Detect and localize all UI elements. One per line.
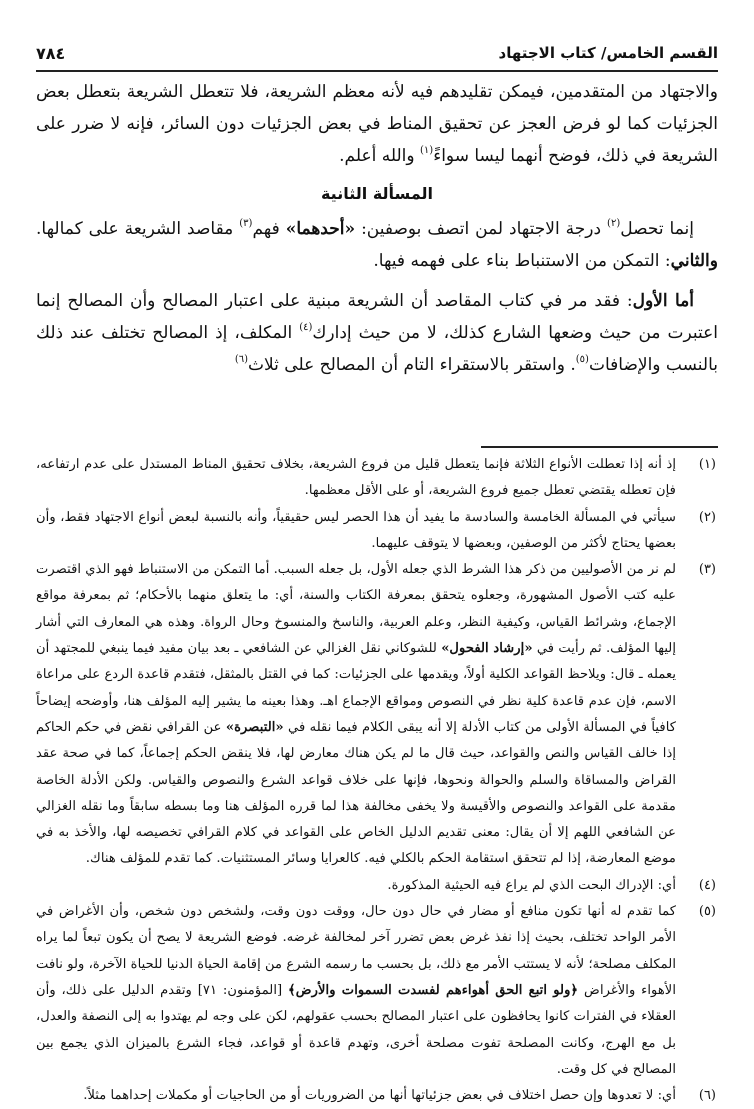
paragraph-text: مقاصد الشريعة على كمالها. [36,219,240,239]
footnote-5 [36,899,718,1083]
paragraph-text: فهم [252,219,286,239]
footnote-3 [36,557,718,873]
footnote-text-part: كما تقدم له أنها تكون منافع أو مضار في حال دون حال، ووقت دون وقت، ولشخص دون شخص، وأن الأغراض في الأمر الواحد تختلف، بحيث إذا نفذ غرض بعض تضرر آخر لمخالفة غرضه. فوضع الشريعة لا يصح أن يكون تبعاً لما يراه المكلف مصلحة؛ لأنه لا يستتب الأمر مع ذلك، بل بحسب ما رسمه الشرع من إقامة الحياة الدنيا للحياة الآخرة، ولو نافت الأهواء والأغراض [36,904,676,998]
footnote-2 [36,505,718,558]
paragraph-text: : فقد مر في كتاب المقاصد أن الشريعة مبنية على اعتبار المصالح وأن المصالح إنما اعتبرت من حيث وضعها الشارع كذلك، لا من حيث إدارك [36,291,718,343]
paragraph-text: . واستقر بالاستقراء التام أن المصالح على ثلاث [248,355,576,375]
footnote-4 [36,873,718,899]
book-page [36,0,718,1104]
paragraph-text: إنما تحصل [620,219,694,239]
quran-verse: ﴿ولو اتبع الحق أهواءهم لفسدت السموات والأرض﴾ [287,982,579,998]
header-rule [36,70,718,72]
term-first: «أحدهما» [285,219,356,239]
book-title: «إرشاد الفحول» [441,641,533,657]
footnote-number: (٣) [698,562,716,578]
section-heading: المسألة الثانية [320,184,434,203]
footnote-text: أي: الإدراك البحت الذي لم يراع فيه الحيثية المذكورة. [387,877,676,893]
footnote-ref-1[interactable]: (١) [420,145,434,156]
footnote-text-part: لم نر من الأصوليين من ذكر هذا الشرط الذي جعله الأول، بل جعله السبب. أما التمكن من الاستنباط فهو الذي اقتصرت عليه كتب الأصول المشهورة، وجعلوه يتحقق بمعرفة الكتاب والسنة، أي: ما يتعلق منهما بالأحكام؛ ثم بمعرفة مواقع الإجماع، وشرائط القياس، وكيفية النظر، وعلم العربية، والناسخ والمنسوخ وحال الرواة. وهذه هي المعارف التي أشار إليها المؤلف. ثم رأيت في [36,562,676,657]
footnote-text-part: للشوكاني نقل الغزالي عن الشافعي ـ بعد بيان مفيد فيما ينبغي للمجتهد أن يعمله ـ قال: ويلاحظ القواعد الكلية أولاً، ويقدمها على الجزئيات: كما في القتل بالمثقل، فتقدم قاعدة الردع على مراعاة الاسم، فإن عدم قاعدة كلية نظر في النصوص ومواقع الإجماع اهـ. وهذا بعينه ما يشير إليه المؤلف هنا، وأوضحه إيضاحاً كافياً في المسألة الأولى من كتاب الأدلة إلا أنه يبقى الكلام فيما نقله في [36,641,676,735]
footnote-text: سيأتي في المسألة الخامسة والسادسة ما يفيد أن هذا الحصر ليس حقيقياً، وأنه بالنسبة لبعض أنواع الاجتهاد فقط، وأن بعضها يحتاج لأكثر من الوصفين، وبعضها لا يتوقف عليهما. [36,509,676,551]
footnote-number: (٥) [698,904,716,920]
book-title: «التبصرة» [225,719,284,735]
paragraph-text: : التمكن من الاستنباط بناء على فهمه فيها. [373,251,671,271]
footnote-ref-3[interactable]: (٣) [239,218,253,229]
footnote-text-part: [المؤمنون: ٧١] وتقدم الدليل على ذلك، وأن العقلاء في الفترات كانوا يحافظون على اعتبار المصالح بحسب عقولهم، لكن على وجه لم يهتدوا به إلى النصفة والعدل، بل مع الهرج، وكانت المصلحة تفوت مصلحة أخرى، وتهدم قاعدة أو قواعد، فجاء الشرع بالميزان الذي يجمع بين المصالح في كل وقت. [36,982,676,1077]
footnote-number: (٤) [698,877,716,893]
footnote-1 [36,452,718,505]
paragraph-text: والاجتهاد من المتقدمين، فيمكن تقليدهم فيه لأنه معظم الشريعة، فلا تتعطل الشريعة بتعطل بعض الجزئيات كما لو فرض العجز عن تحقيق المناط في بعض الجزئيات دون السائر، فإنه لا ضرر على الشريعة في ذلك، فوضح أنهما ليسا سواءً [36,82,718,166]
term-second: والثاني [670,251,718,271]
footnotes [36,452,718,1109]
paragraph-text: درجة الاجتهاد لمن اتصف بوصفين: [355,219,608,239]
footnote-text: إذ أنه إذا تعطلت الأنواع الثلاثة فإنما يتعطل قليل من فروع الشريعة، بخلاف تحقيق المناط المستدل على عدم ارتفاعه، فإن تعطله يقتضي تعطل جميع فروع الشريعة، أو على الأقل معظمها. [36,457,676,499]
footnote-number: (٢) [698,509,716,525]
running-title: القسم الخامس/ كتاب الاجتهاد [498,44,718,62]
paragraph-text: المكلف، إذ المصالح تختلف عند ذلك بالنسب والإضافات [36,323,718,375]
footnote-text-part: عن القرافي نقض في حكم الحاكم إذا خالف القياس والنص والقواعد، حيث قال ما لم يكن هناك معارض لها، فلا ينقض الحكم إجماعاً، كما في صحة عقد القراض والمساقاة والسلم والحوالة ونحوها، فإنها على خلاف قواعد الشرع والنصوص والقياس. ولكن الأدلة الخاصة مقدمة على القواعد والنصوص والأقيسة ولا يخفى مخالفة هذا لما قرره المؤلف هنا وما بسطه سابقاً وما نقله الغزالي عن الشافعي اللهم إلا أن يقال: معنى تقديم الدليل الخاص على القواعد في كلام القرافي تخصيصه لها، والأخذ به في موضع المعارضة، إذا لم تتحقق استقامة الحكم بالكلي فيه. كالعرايا وسائر المستثنيات. كما تقدم للمؤلف هناك. [36,719,676,867]
footnote-ref-2[interactable]: (٢) [607,218,621,229]
footnote-text [36,899,676,1083]
footnote-separator [481,446,718,448]
footnote-text [36,557,676,873]
paragraph-text: والله أعلم. [339,146,421,166]
footnote-ref-4[interactable]: (٤) [299,322,313,333]
footnote-ref-5[interactable]: (٥) [575,354,589,365]
footnote-ref-6[interactable]: (٦) [234,354,248,365]
footnote-6 [36,1083,718,1109]
footnote-text: أي: لا تعدوها وإن حصل اختلاف في بعض جزئياتها أنها من الضروريات أو من الحاجيات أو مكملات إحداهما مثلاً. [83,1088,676,1104]
paragraph-1 [36,76,718,172]
running-header [36,40,718,66]
main-text [36,76,718,381]
term-lead: أما الأول [632,291,694,311]
footnote-number: (١) [698,457,716,472]
paragraph-2 [36,213,718,277]
footnote-number: (٦) [698,1088,716,1104]
paragraph-3 [36,285,718,381]
page-number: ٧٨٤ [36,43,66,63]
